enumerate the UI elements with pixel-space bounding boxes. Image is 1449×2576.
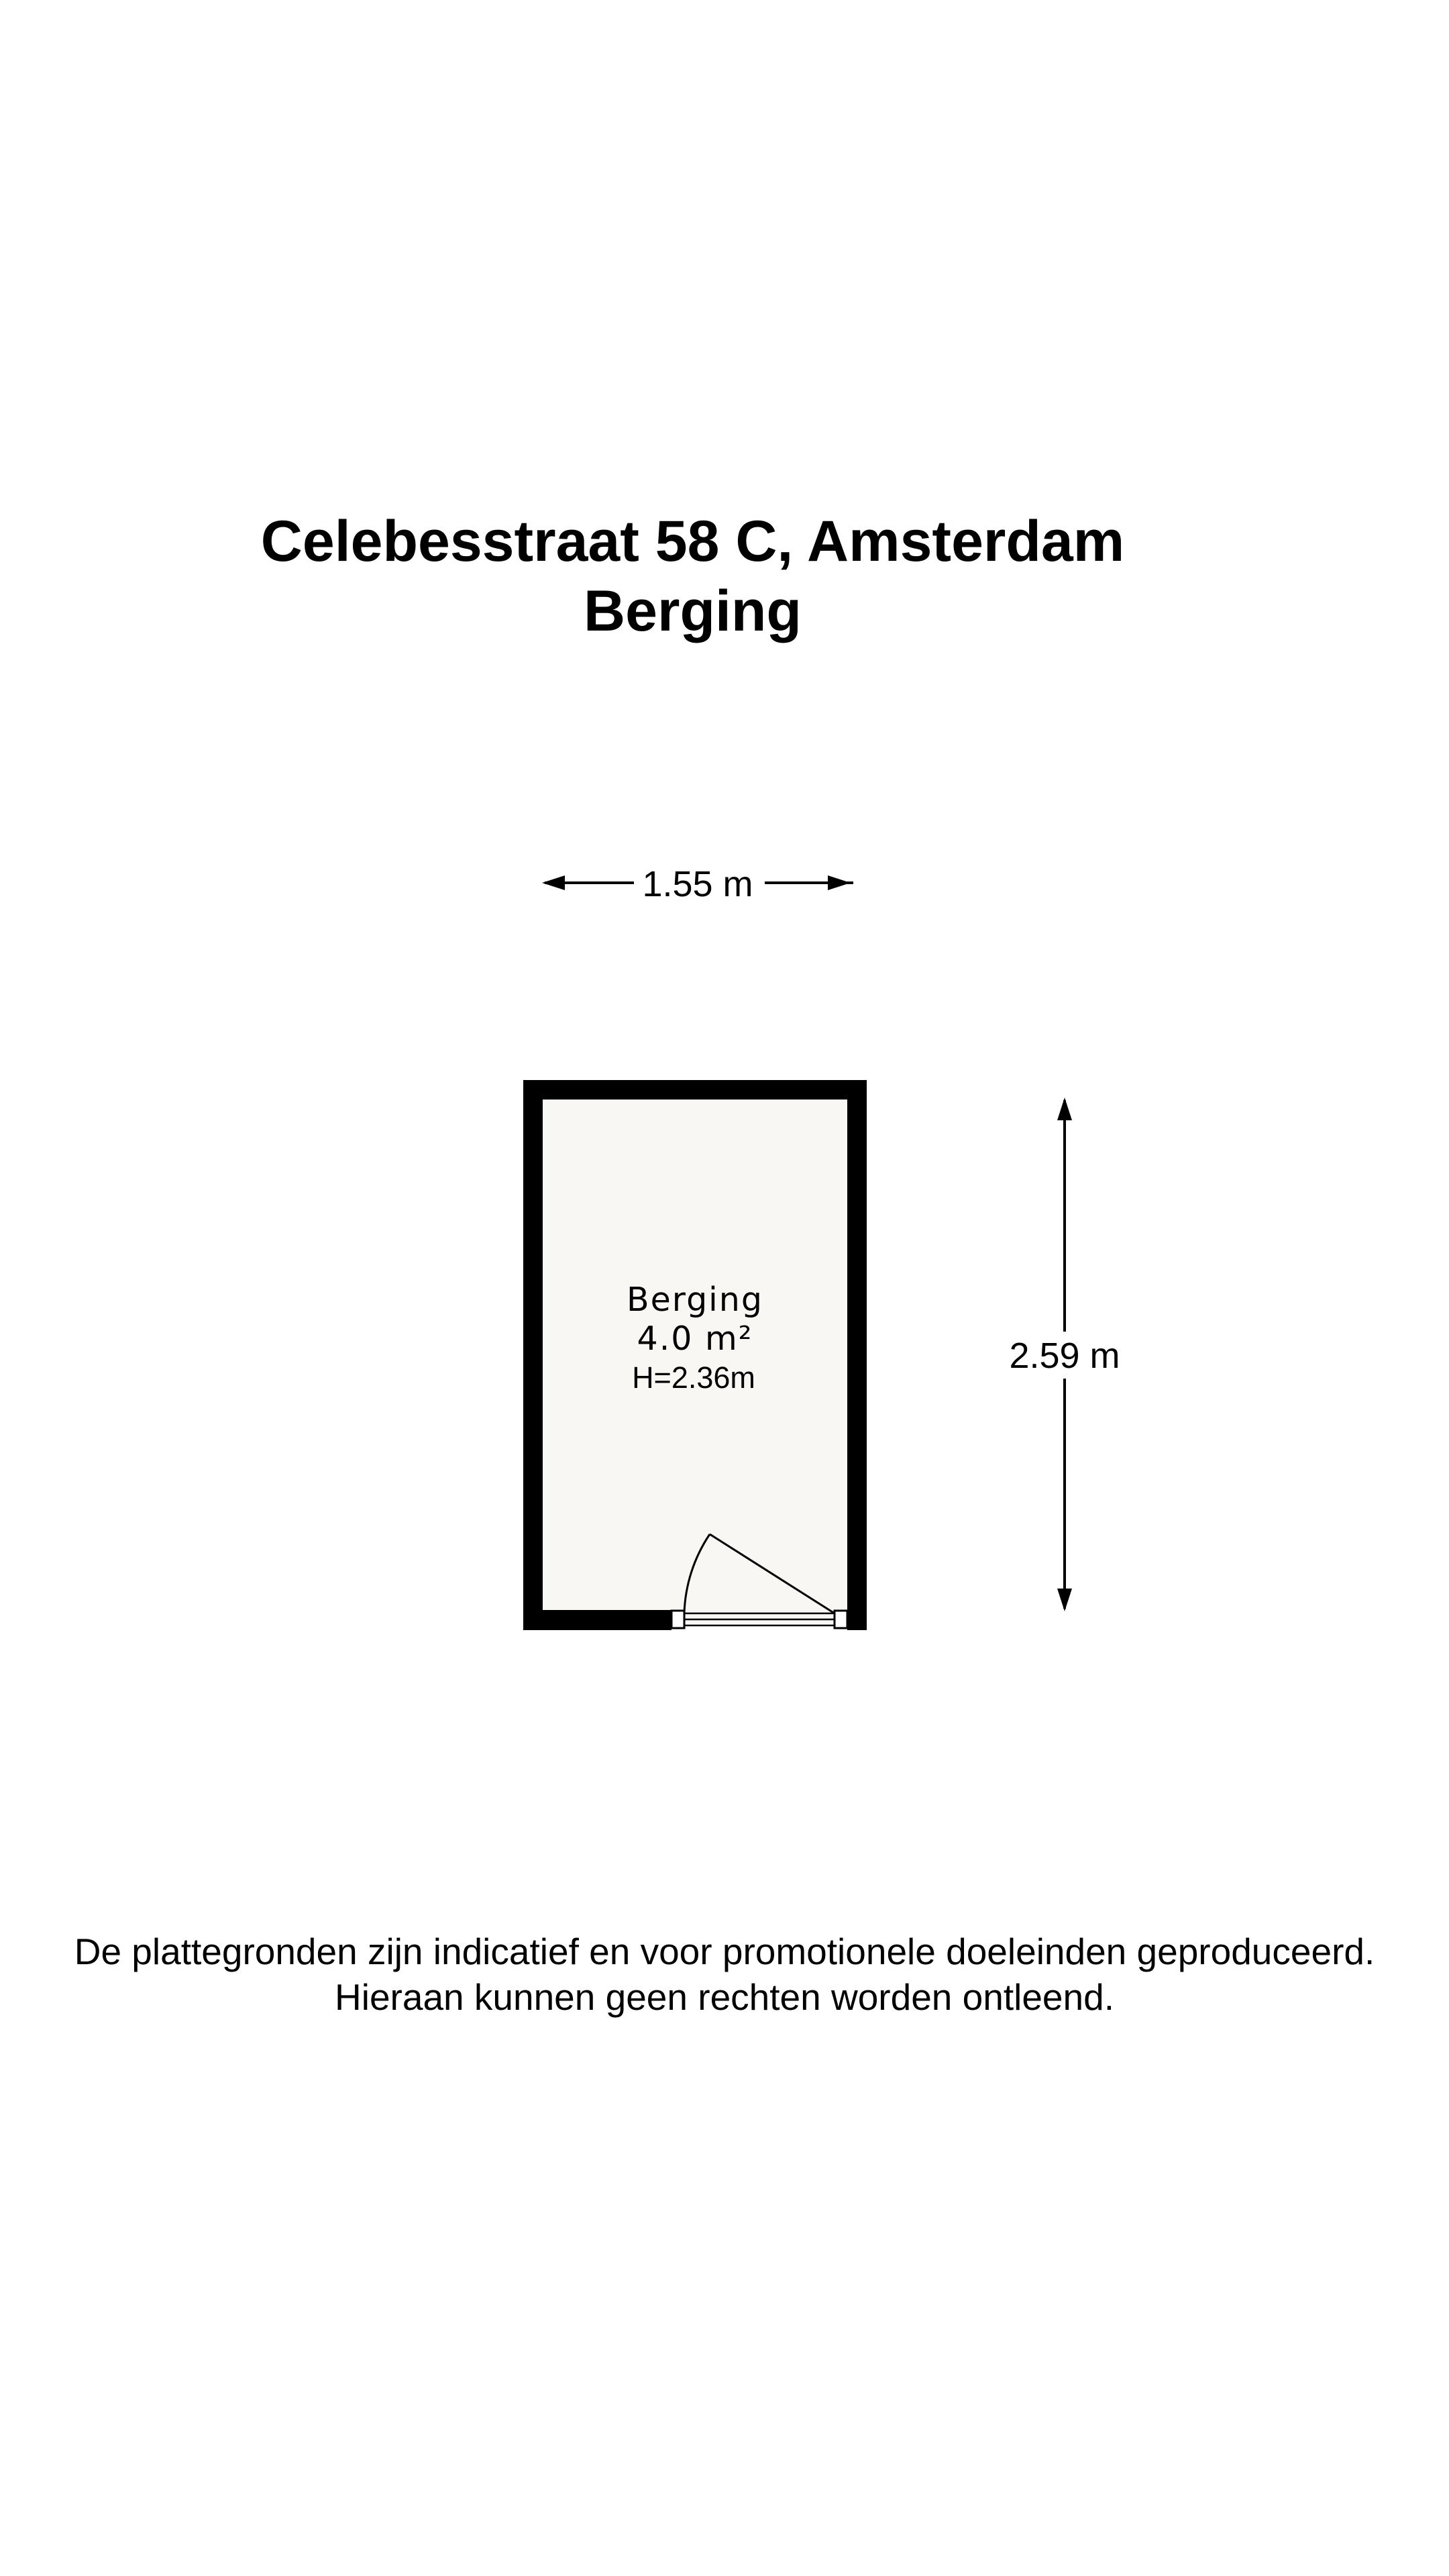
disclaimer [0,1929,1449,2020]
wall-right [847,1080,867,1630]
door-jamb-left [672,1611,684,1628]
width-dimension [542,864,853,904]
wall-top [523,1080,867,1099]
room-area: 4.0 m² [637,1320,753,1358]
door-jamb-right [835,1611,847,1628]
height-dimension [1009,1097,1120,1611]
wall-left [523,1080,543,1630]
room-berging [523,1080,867,1630]
width-arrow-right-icon [828,875,851,890]
address-title: Celebesstraat 58 C, Amsterdam [260,509,1125,574]
wall-bottom-right [847,1610,867,1630]
width-dimension-label: 1.55 m [642,864,753,904]
disclaimer-line-1: De plattegronden zijn indicatief en voor promotionele doeleinden geproduceerd. [74,1931,1375,1972]
disclaimer-line-2: Hieraan kunnen geen rechten worden ontleend. [335,1976,1114,2018]
width-arrow-left-icon [542,875,565,890]
floor-title: Berging [584,579,802,643]
wall-bottom-left [523,1610,672,1630]
room-height: H=2.36m [632,1360,755,1395]
height-dimension-label: 2.59 m [1009,1336,1120,1376]
room-name: Berging [627,1281,763,1319]
height-arrow-up-icon [1057,1097,1072,1120]
height-arrow-down-icon [1057,1589,1072,1611]
